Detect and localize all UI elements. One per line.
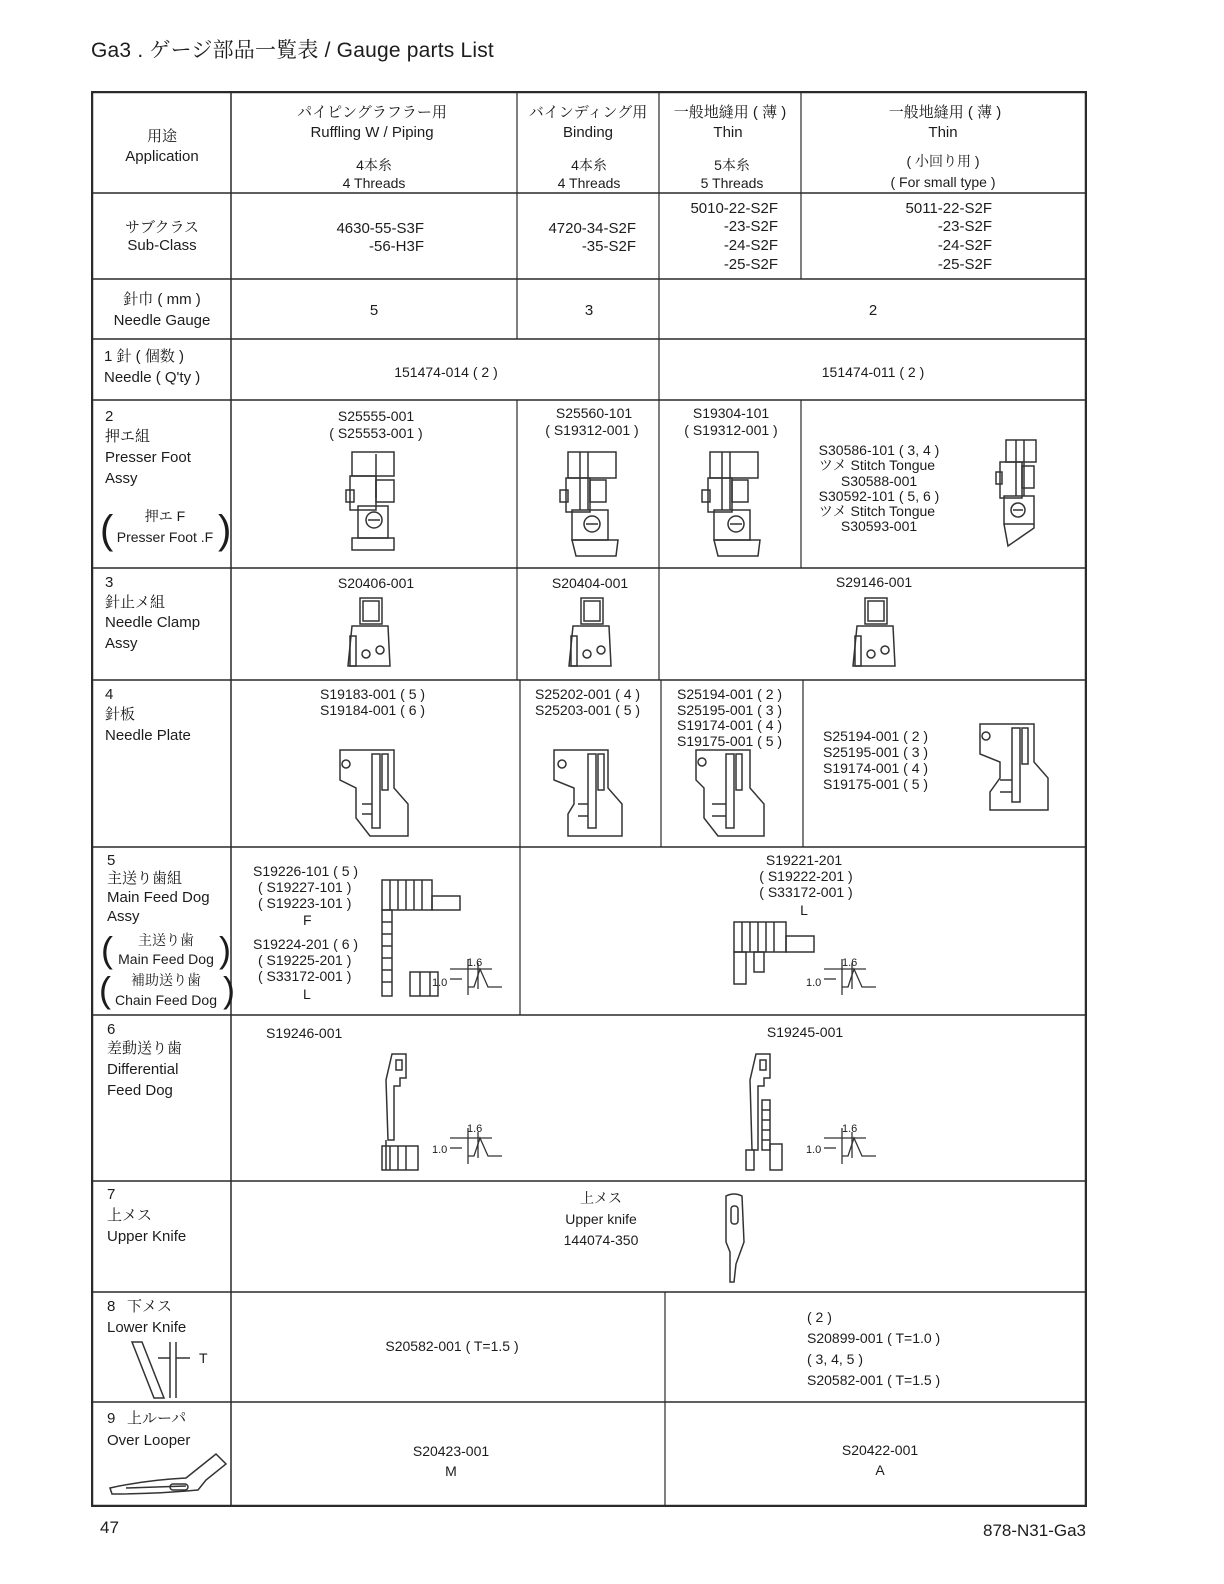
plate-label-en: Needle Plate [105,727,191,744]
upper-knife-part-no: 144074-350 [563,1232,639,1248]
presser-col4-line2: ツメ Stitch Tongue [818,457,936,473]
feed-col234-letter: L [800,902,808,918]
lower-knife-t-label: T [199,1350,208,1366]
clamp-col2: S20404-001 [551,575,629,591]
looper-col12-part: S20423-001 [412,1443,490,1459]
presser-col4-line3: S30588-001 [840,473,918,489]
feed-sub1-paren-left: ( [101,929,113,970]
needle-plate-col3-drawing [690,744,770,840]
feed-num: 5 [107,852,116,869]
plate-col4-line1: S25194-001 ( 2 ) [823,728,929,744]
feed-col1-f-line2: ( S19227-101 ) [258,879,352,895]
needle-plate-col1-drawing [334,744,414,840]
looper-label-en: Over Looper [107,1432,191,1449]
presser-foot-col2-drawing [558,450,628,560]
needle-plate-col4-drawing [976,720,1056,814]
diff-dim-h-col1: 1.6 [467,1123,483,1135]
upper-knife-num: 7 [107,1186,116,1203]
col4-heading-en: Thin [928,124,958,141]
feed-dim-h-col1: 1.6 [467,957,483,969]
subclass-col4-line2: -23-S2F [937,218,992,235]
needle-label-jp: 1 針 ( 個数 ) [104,348,185,365]
subclass-col1-line2: -56-H3F [368,238,424,255]
presser-label-en2: Assy [105,470,138,487]
subclass-label-jp: サブクラス [124,219,200,236]
feed-sub2-en: Chain Feed Dog [115,992,217,1008]
lower-knife-label-en: Lower Knife [107,1319,187,1336]
feed-col1-l-line1: S19224-201 ( 6 ) [253,936,359,952]
clamp-label-en2: Assy [105,635,138,652]
looper-col34-part: S20422-001 [841,1442,919,1458]
gauge-label-jp: 針巾 ( mm ) [123,291,201,308]
presser-foot-col3-drawing [700,450,770,560]
feed-sub1-jp: 主送り歯 [138,932,194,948]
presser-sub-paren-left: ( [100,508,114,552]
plate-col1-line2: S19184-001 ( 6 ) [320,702,426,718]
application-label-en: Application [125,148,199,165]
clamp-col1: S20406-001 [337,575,415,591]
diff-feed-dog-col234-drawing [742,1050,786,1174]
plate-col3-line4: S19175-001 ( 5 ) [677,733,783,749]
col1-threads-jp: 4本糸 [356,157,392,173]
plate-col3-line2: S25195-001 ( 3 ) [677,702,783,718]
feed-dim-h-col234: 1.6 [842,957,858,969]
col2-threads-jp: 4本糸 [571,157,607,173]
diff-dim-v-col234: 1.0 [806,1144,822,1156]
plate-col4-line4: S19175-001 ( 5 ) [823,776,929,792]
diff-col1: S19246-001 [266,1025,343,1041]
subclass-col3-line4: -25-S2F [723,256,778,273]
upper-knife-label-en: Upper Knife [107,1228,187,1245]
diff-label-en1: Differential [107,1061,179,1078]
gauge-col2: 3 [584,302,594,319]
looper-col34-letter: A [875,1462,885,1478]
presser-col3-line2: ( S19312-001 ) [684,422,778,438]
clamp-num: 3 [105,574,114,591]
needle-clamp-col1-drawing [344,596,394,676]
feed-col1-l-line2: ( S19225-201 ) [258,952,352,968]
needle-label-en: Needle ( Q'ty ) [104,369,201,386]
plate-col4-line3: S19174-001 ( 4 ) [823,760,929,776]
presser-col2-line2: ( S19312-001 ) [545,422,639,438]
looper-num: 9 [107,1410,116,1427]
gauge-col34: 2 [868,302,878,319]
needle-col12: 151474-014 ( 2 ) [394,364,498,380]
upper-knife-part-jp: 上メス [580,1190,622,1206]
presser-col2-line1: S25560-101 [555,405,633,421]
gauge-label-en: Needle Gauge [113,312,211,329]
presser-sub-en: Presser Foot .F [116,529,214,545]
lower-knife-drawing [128,1338,208,1402]
lower-knife-col34-line1: ( 2 ) [807,1309,832,1325]
plate-col1-line1: S19183-001 ( 5 ) [320,686,426,702]
subclass-col4-line3: -24-S2F [937,237,992,254]
lower-knife-label-jp: 下メス [127,1298,173,1315]
needle-clamp-col34-drawing [851,596,901,676]
feed-sub2-jp: 補助送り歯 [131,972,201,988]
col2-heading-jp: バインディング用 [528,104,648,121]
upper-knife-label-jp: 上メス [107,1207,153,1224]
lower-knife-col12: S20582-001 ( T=1.5 ) [385,1338,519,1354]
diff-feed-dog-col1-drawing [378,1050,422,1174]
presser-num: 2 [105,408,114,425]
plate-col3-line1: S25194-001 ( 2 ) [677,686,783,702]
feed-col1-l-line3: ( S33172-001 ) [258,968,352,984]
feed-col1-f-letter: F [303,912,312,928]
diff-label-en2: Feed Dog [107,1082,173,1099]
col3-heading-jp: 一般地縫用 ( 薄 ) [673,104,787,121]
feed-sub1-en: Main Feed Dog [118,951,214,967]
presser-col4-line1: S30586-101 ( 3, 4 ) [818,442,940,458]
feed-col1-f-line3: ( S19223-101 ) [258,895,352,911]
presser-sub-paren-right: ) [218,508,232,552]
col1-heading-en: Ruffling W / Piping [310,124,434,141]
plate-col4-line2: S25195-001 ( 3 ) [823,744,929,760]
diff-col234: S19245-001 [766,1024,844,1040]
col2-heading-en: Binding [562,124,614,141]
page-title: Ga3 . ゲージ部品一覧表 / Gauge parts List [91,39,494,62]
feed-sub2-paren-right: ) [223,969,235,1010]
presser-col4-line6: S30593-001 [840,518,918,534]
feed-col1-l-letter: L [303,986,311,1002]
feed-label-jp: 主送り歯組 [107,870,183,887]
lower-knife-col34-line3: ( 3, 4, 5 ) [807,1351,864,1367]
plate-label-jp: 針板 [105,706,136,723]
diff-num: 6 [107,1021,116,1038]
col4-heading-jp: 一般地縫用 ( 薄 ) [888,104,1002,121]
over-looper-drawing [106,1450,230,1500]
col3-heading-en: Thin [713,124,743,141]
looper-col12-letter: M [445,1463,457,1479]
clamp-col34: S29146-001 [835,574,913,590]
col1-heading-jp: パイピングラフラー用 [297,104,447,121]
subclass-col1-line1: 4630-55-S3F [336,220,424,237]
plate-col3-line3: S19174-001 ( 4 ) [677,717,783,733]
gauge-col1: 5 [369,302,379,319]
feed-label-en1: Main Feed Dog [107,889,210,906]
diff-label-jp: 差動送り歯 [107,1040,183,1057]
needle-col34: 151474-011 ( 2 ) [821,364,925,380]
presser-col1-line1: S25555-001 [337,408,415,424]
plate-col2-line2: S25203-001 ( 5 ) [535,702,641,718]
col3-threads-jp: 5本糸 [714,157,750,173]
clamp-label-en1: Needle Clamp [105,614,201,631]
col2-threads-en: 4 Threads [557,175,621,191]
presser-foot-col4-drawing [994,436,1044,548]
plate-col2-line1: S25202-001 ( 4 ) [535,686,641,702]
subclass-col2-line2: -35-S2F [581,238,636,255]
col4-note-en: ( For small type ) [890,174,996,190]
presser-label-en1: Presser Foot [105,449,191,466]
clamp-label-jp: 針止メ組 [105,594,166,611]
feed-dim-v-col1: 1.0 [432,977,448,989]
presser-col3-line1: S19304-101 [692,405,770,421]
subclass-col3-line3: -24-S2F [723,237,778,254]
feed-label-en2: Assy [107,908,140,925]
feed-col234-line2: ( S19222-201 ) [759,868,853,884]
col1-threads-en: 4 Threads [342,175,406,191]
looper-label-jp: 上ルーパ [127,1410,187,1427]
presser-label-jp: 押エ組 [105,428,151,445]
feed-col1-f-line1: S19226-101 ( 5 ) [253,863,359,879]
diff-dim-v-col1: 1.0 [432,1144,448,1156]
subclass-col4-line4: -25-S2F [937,256,992,273]
feed-col234-line1: S19221-201 [765,852,843,868]
lower-knife-num: 8 [107,1298,116,1315]
feed-sub1-paren-right: ) [219,929,231,970]
presser-col4-line5: ツメ Stitch Tongue [818,503,936,519]
application-label-jp: 用途 [146,128,178,145]
needle-clamp-col2-drawing [567,596,617,676]
subclass-col4-line1: 5011-22-S2F [905,200,992,217]
col4-note-jp: ( 小回り用 ) [906,153,980,169]
subclass-col3-line2: -23-S2F [723,218,778,235]
presser-col4-line4: S30592-101 ( 5, 6 ) [818,488,940,504]
diff-dim-h-col234: 1.6 [842,1123,858,1135]
feed-dim-v-col234: 1.0 [806,977,822,989]
feed-sub2-paren-left: ( [99,969,111,1010]
presser-foot-col1-drawing [336,450,406,554]
needle-plate-col2-drawing [548,744,628,840]
presser-sub-jp: 押エ F [144,508,186,524]
subclass-label-en: Sub-Class [127,237,197,254]
upper-knife-drawing [718,1192,752,1284]
subclass-col2-line1: 4720-34-S2F [548,220,636,237]
lower-knife-col34-line2: S20899-001 ( T=1.0 ) [807,1330,941,1346]
presser-col1-line2: ( S25553-001 ) [329,425,423,441]
upper-knife-part-en: Upper knife [565,1211,637,1227]
subclass-col3-line1: 5010-22-S2F [690,200,778,217]
plate-num: 4 [105,686,114,703]
document-code: 878-N31-Ga3 [983,1521,1087,1540]
feed-col234-line3: ( S33172-001 ) [759,884,853,900]
col3-threads-en: 5 Threads [700,175,764,191]
page-number: 47 [100,1518,119,1537]
lower-knife-col34-line4: S20582-001 ( T=1.5 ) [807,1372,941,1388]
